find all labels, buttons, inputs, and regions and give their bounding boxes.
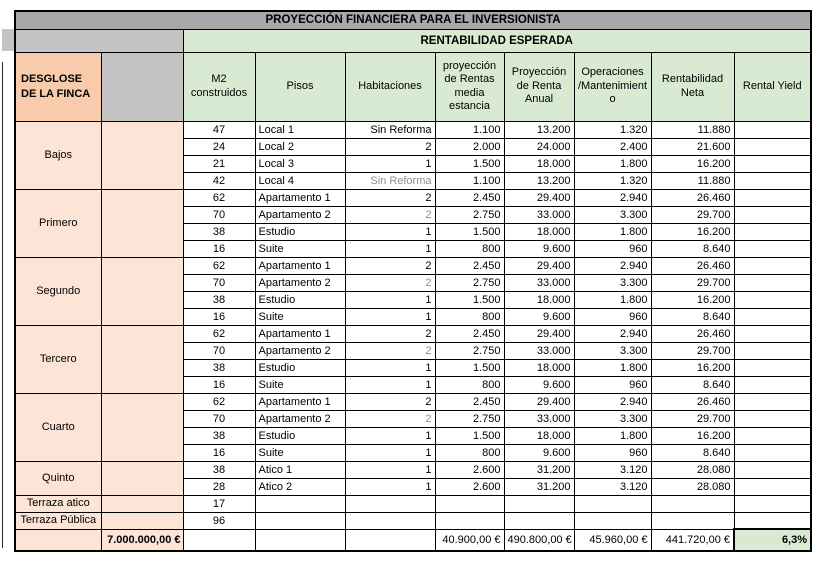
group-label-terraza-publica: Terraza Pública <box>15 512 101 529</box>
cell-m2: 70 <box>183 206 255 223</box>
cell-m2: 16 <box>183 240 255 257</box>
cell-oper: 3.300 <box>574 274 651 291</box>
cell-oper: 3.300 <box>574 410 651 427</box>
cell-yield <box>734 342 811 359</box>
cell-oper: 1.800 <box>574 359 651 376</box>
subtitle-gray-band <box>15 29 183 52</box>
cell-anual: 29.400 <box>504 325 574 342</box>
cell-rentas <box>435 512 504 529</box>
cell-piso: Suite <box>255 376 345 393</box>
cell-piso: Apartamento 1 <box>255 325 345 342</box>
cell-habitaciones: 1 <box>345 444 435 461</box>
cell-piso: Local 1 <box>255 121 345 138</box>
cell-yield <box>734 376 811 393</box>
group-price-cell <box>101 257 183 325</box>
cell-rentas: 800 <box>435 308 504 325</box>
cell-habitaciones: 1 <box>345 427 435 444</box>
cell-rentas: 1.100 <box>435 172 504 189</box>
cell-m2: 62 <box>183 189 255 206</box>
cell-neta: 26.460 <box>651 325 734 342</box>
group-label-primero: Primero <box>15 189 101 257</box>
cell-oper: 1.320 <box>574 172 651 189</box>
cell-piso: Estudio <box>255 223 345 240</box>
cell-neta <box>651 495 734 512</box>
cell-oper: 3.300 <box>574 342 651 359</box>
cell-rentas: 2.450 <box>435 393 504 410</box>
cell-m2: 70 <box>183 410 255 427</box>
cell-habitaciones: Sin Reforma <box>345 121 435 138</box>
cell-oper: 2.940 <box>574 257 651 274</box>
cell-oper: 1.800 <box>574 291 651 308</box>
cell-m2: 70 <box>183 342 255 359</box>
cell-habitaciones: 1 <box>345 308 435 325</box>
cell-yield <box>734 461 811 478</box>
table-title: PROYECCIÓN FINANCIERA PARA EL INVERSIONISTA <box>15 11 811 29</box>
cell-anual: 33.000 <box>504 342 574 359</box>
cell-yield <box>734 478 811 495</box>
header-renta-anual: Proyección de Renta Anual <box>504 52 574 121</box>
header-rental-yield: Rental Yield <box>734 52 811 121</box>
cell-oper: 960 <box>574 376 651 393</box>
cell-habitaciones: 1 <box>345 478 435 495</box>
cell-habitaciones: 2 <box>345 274 435 291</box>
cell-m2: 62 <box>183 393 255 410</box>
cell-piso: Estudio <box>255 427 345 444</box>
cell-yield <box>734 155 811 172</box>
cell-yield <box>734 257 811 274</box>
cell-oper: 1.800 <box>574 223 651 240</box>
cell-piso: Local 2 <box>255 138 345 155</box>
cell-anual: 9.600 <box>504 240 574 257</box>
group-price-cell <box>101 325 183 393</box>
cell-anual: 29.400 <box>504 393 574 410</box>
cell-anual: 9.600 <box>504 308 574 325</box>
price-column-header <box>101 52 183 121</box>
cell-m2: 38 <box>183 461 255 478</box>
header-rentas-media: proyección de Rentas media estancia <box>435 52 504 121</box>
cell-anual <box>504 512 574 529</box>
group-label-cuarto: Cuarto <box>15 393 101 461</box>
cell-rentas: 2.600 <box>435 461 504 478</box>
group-price-cell <box>101 495 183 512</box>
cell-neta: 16.200 <box>651 427 734 444</box>
cell-neta: 8.640 <box>651 444 734 461</box>
cell-m2: 47 <box>183 121 255 138</box>
cell-anual: 33.000 <box>504 206 574 223</box>
cell-anual: 13.200 <box>504 172 574 189</box>
cell-oper: 2.400 <box>574 138 651 155</box>
cell-neta: 16.200 <box>651 291 734 308</box>
sheet-edge-line <box>2 62 3 548</box>
cell-yield <box>734 359 811 376</box>
cell-neta: 29.700 <box>651 206 734 223</box>
cell-habitaciones <box>345 495 435 512</box>
group-label-tercero: Tercero <box>15 325 101 393</box>
cell-piso: Atico 2 <box>255 478 345 495</box>
cell-neta: 29.700 <box>651 342 734 359</box>
cell-neta: 21.600 <box>651 138 734 155</box>
cell-m2: 17 <box>183 495 255 512</box>
cell-neta: 11.880 <box>651 172 734 189</box>
cell-rentas: 1.500 <box>435 155 504 172</box>
group-price-cell <box>101 393 183 461</box>
cell-yield <box>734 495 811 512</box>
cell-piso: Apartamento 2 <box>255 410 345 427</box>
group-label-terraza-atico: Terraza atico <box>15 495 101 512</box>
cell-anual <box>504 495 574 512</box>
cell-habitaciones: 2 <box>345 393 435 410</box>
group-price-cell <box>101 512 183 529</box>
total-habitaciones-cell <box>345 529 435 551</box>
cell-rentas: 2.750 <box>435 206 504 223</box>
cell-neta: 26.460 <box>651 189 734 206</box>
cell-piso: Apartamento 1 <box>255 393 345 410</box>
cell-neta: 28.080 <box>651 478 734 495</box>
cell-habitaciones: Sin Reforma <box>345 172 435 189</box>
cell-m2: 21 <box>183 155 255 172</box>
cell-anual: 18.000 <box>504 291 574 308</box>
cell-piso: Local 4 <box>255 172 345 189</box>
cell-rentas: 800 <box>435 240 504 257</box>
cell-neta: 16.200 <box>651 359 734 376</box>
subtitle-band-extension <box>2 29 14 51</box>
total-pisos-cell <box>255 529 345 551</box>
total-m2-cell <box>183 529 255 551</box>
cell-anual: 24.000 <box>504 138 574 155</box>
cell-m2: 38 <box>183 291 255 308</box>
cell-anual: 31.200 <box>504 461 574 478</box>
cell-piso: Apartamento 2 <box>255 206 345 223</box>
cell-yield <box>734 274 811 291</box>
cell-yield <box>734 121 811 138</box>
cell-oper: 1.320 <box>574 121 651 138</box>
cell-rentas: 800 <box>435 444 504 461</box>
cell-rentas: 1.500 <box>435 427 504 444</box>
header-rentabilidad-neta: Rentabilidad Neta <box>651 52 734 121</box>
cell-m2: 16 <box>183 444 255 461</box>
cell-rentas: 2.750 <box>435 410 504 427</box>
cell-anual: 18.000 <box>504 427 574 444</box>
cell-oper: 3.300 <box>574 206 651 223</box>
cell-yield <box>734 410 811 427</box>
cell-yield <box>734 172 811 189</box>
cell-rentas: 2.450 <box>435 257 504 274</box>
cell-piso: Local 3 <box>255 155 345 172</box>
cell-rentas: 2.600 <box>435 478 504 495</box>
group-label-bajos: Bajos <box>15 121 101 189</box>
group-label-segundo: Segundo <box>15 257 101 325</box>
cell-piso: Apartamento 2 <box>255 274 345 291</box>
cell-habitaciones: 2 <box>345 206 435 223</box>
cell-habitaciones: 2 <box>345 257 435 274</box>
cell-rentas: 1.500 <box>435 359 504 376</box>
cell-habitaciones: 2 <box>345 410 435 427</box>
cell-piso: Estudio <box>255 291 345 308</box>
cell-piso: Atico 1 <box>255 461 345 478</box>
header-operaciones: Operaciones /Mantenimiento <box>574 52 651 121</box>
cell-m2: 28 <box>183 478 255 495</box>
cell-m2: 62 <box>183 257 255 274</box>
cell-piso: Suite <box>255 240 345 257</box>
cell-yield <box>734 444 811 461</box>
corner-header: DESGLOSE DE LA FINCA <box>15 52 101 121</box>
cell-habitaciones: 1 <box>345 223 435 240</box>
cell-rentas: 2.450 <box>435 325 504 342</box>
cell-piso: Apartamento 1 <box>255 189 345 206</box>
cell-m2: 38 <box>183 359 255 376</box>
cell-yield <box>734 512 811 529</box>
cell-anual: 29.400 <box>504 257 574 274</box>
total-neta: 441.720,00 € <box>651 529 734 551</box>
total-investment: 7.000.000,00 € <box>101 529 183 551</box>
total-renta-anual: 490.800,00 € <box>504 529 574 551</box>
cell-piso: Apartamento 2 <box>255 342 345 359</box>
group-price-cell <box>101 189 183 257</box>
cell-m2: 38 <box>183 427 255 444</box>
cell-oper: 1.800 <box>574 427 651 444</box>
cell-anual: 33.000 <box>504 410 574 427</box>
cell-anual: 18.000 <box>504 359 574 376</box>
cell-anual: 13.200 <box>504 121 574 138</box>
cell-neta: 26.460 <box>651 393 734 410</box>
cell-habitaciones: 2 <box>345 325 435 342</box>
cell-yield <box>734 427 811 444</box>
cell-rentas: 2.750 <box>435 342 504 359</box>
cell-anual: 9.600 <box>504 444 574 461</box>
cell-habitaciones: 1 <box>345 155 435 172</box>
cell-habitaciones: 2 <box>345 189 435 206</box>
group-price-cell <box>101 121 183 189</box>
cell-neta: 16.200 <box>651 155 734 172</box>
cell-yield <box>734 291 811 308</box>
cell-piso: Suite <box>255 444 345 461</box>
cell-neta: 16.200 <box>651 223 734 240</box>
cell-rentas: 2.450 <box>435 189 504 206</box>
cell-m2: 38 <box>183 223 255 240</box>
cell-anual: 9.600 <box>504 376 574 393</box>
cell-yield <box>734 240 811 257</box>
cell-yield <box>734 189 811 206</box>
cell-rentas: 1.100 <box>435 121 504 138</box>
cell-yield <box>734 138 811 155</box>
cell-habitaciones <box>345 512 435 529</box>
total-rental-yield: 6,3% <box>734 529 811 551</box>
cell-neta: 8.640 <box>651 240 734 257</box>
cell-m2: 96 <box>183 512 255 529</box>
cell-neta: 26.460 <box>651 257 734 274</box>
header-m2: M2 construidos <box>183 52 255 121</box>
cell-habitaciones: 2 <box>345 138 435 155</box>
cell-rentas: 1.500 <box>435 223 504 240</box>
cell-oper: 960 <box>574 308 651 325</box>
cell-oper: 3.120 <box>574 478 651 495</box>
cell-yield <box>734 223 811 240</box>
header-pisos: Pisos <box>255 52 345 121</box>
cell-piso <box>255 495 345 512</box>
cell-oper: 960 <box>574 444 651 461</box>
cell-neta: 8.640 <box>651 376 734 393</box>
cell-oper: 1.800 <box>574 155 651 172</box>
cell-habitaciones: 1 <box>345 291 435 308</box>
total-rentas: 40.900,00 € <box>435 529 504 551</box>
total-label-cell <box>15 529 101 551</box>
cell-neta: 28.080 <box>651 461 734 478</box>
cell-yield <box>734 206 811 223</box>
cell-yield <box>734 393 811 410</box>
cell-habitaciones: 2 <box>345 342 435 359</box>
cell-yield <box>734 325 811 342</box>
cell-habitaciones: 1 <box>345 376 435 393</box>
cell-oper: 2.940 <box>574 393 651 410</box>
cell-neta: 8.640 <box>651 308 734 325</box>
cell-piso: Estudio <box>255 359 345 376</box>
cell-oper: 2.940 <box>574 189 651 206</box>
group-price-cell <box>101 461 183 495</box>
cell-anual: 18.000 <box>504 223 574 240</box>
cell-m2: 42 <box>183 172 255 189</box>
cell-neta: 29.700 <box>651 410 734 427</box>
cell-m2: 16 <box>183 376 255 393</box>
group-label-quinto: Quinto <box>15 461 101 495</box>
financial-projection-table <box>14 10 812 552</box>
cell-anual: 31.200 <box>504 478 574 495</box>
cell-rentas: 2.750 <box>435 274 504 291</box>
cell-m2: 70 <box>183 274 255 291</box>
cell-habitaciones: 1 <box>345 240 435 257</box>
cell-oper <box>574 495 651 512</box>
total-operaciones: 45.960,00 € <box>574 529 651 551</box>
cell-neta: 29.700 <box>651 274 734 291</box>
cell-piso <box>255 512 345 529</box>
cell-oper: 960 <box>574 240 651 257</box>
table-subtitle: RENTABILIDAD ESPERADA <box>183 29 811 52</box>
cell-m2: 62 <box>183 325 255 342</box>
cell-piso: Apartamento 1 <box>255 257 345 274</box>
cell-piso: Suite <box>255 308 345 325</box>
cell-habitaciones: 1 <box>345 461 435 478</box>
cell-anual: 33.000 <box>504 274 574 291</box>
cell-m2: 16 <box>183 308 255 325</box>
cell-anual: 29.400 <box>504 189 574 206</box>
cell-neta: 11.880 <box>651 121 734 138</box>
cell-rentas <box>435 495 504 512</box>
cell-anual: 18.000 <box>504 155 574 172</box>
cell-yield <box>734 308 811 325</box>
cell-oper <box>574 512 651 529</box>
cell-habitaciones: 1 <box>345 359 435 376</box>
cell-m2: 24 <box>183 138 255 155</box>
cell-oper: 3.120 <box>574 461 651 478</box>
cell-neta <box>651 512 734 529</box>
cell-oper: 2.940 <box>574 325 651 342</box>
cell-rentas: 1.500 <box>435 291 504 308</box>
cell-rentas: 800 <box>435 376 504 393</box>
header-habitaciones: Habitaciones <box>345 52 435 121</box>
cell-rentas: 2.000 <box>435 138 504 155</box>
